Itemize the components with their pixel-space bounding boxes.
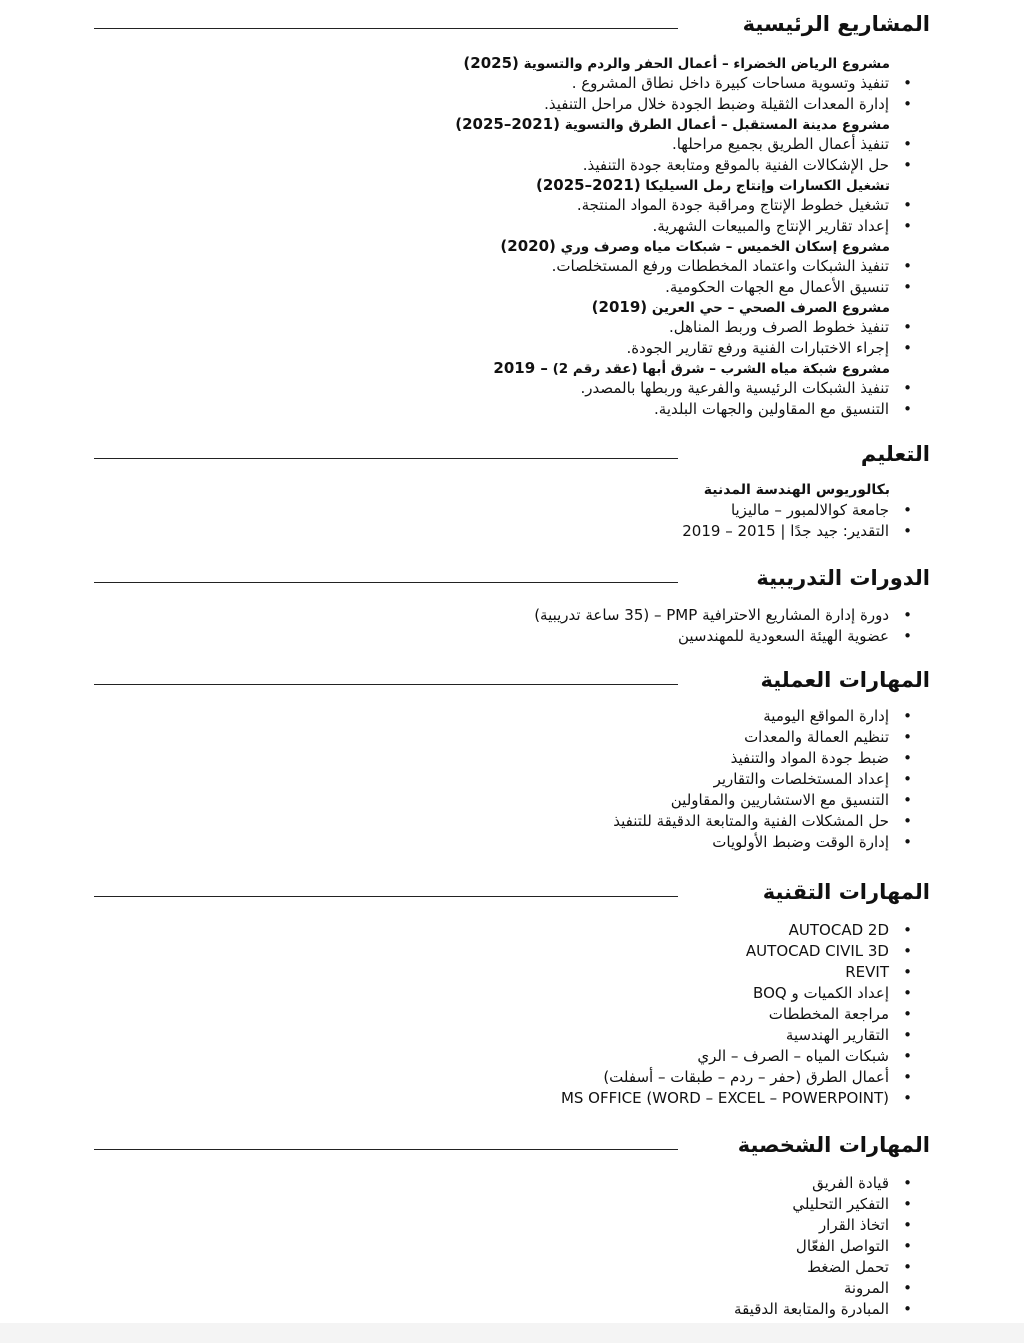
bullet-icon: •	[903, 74, 912, 92]
technical-skill-item: • مراجعة المخططات	[768, 1005, 912, 1023]
bullet-icon: •	[903, 522, 912, 540]
practical-skills-section	[0, 662, 1024, 853]
bullet-icon: •	[903, 1089, 912, 1107]
bullet-icon: •	[903, 1279, 912, 1297]
technical-skill-item: • REVIT	[845, 963, 912, 981]
project-bullet: • تنسيق الأعمال مع الجهات الحكومية.	[665, 278, 912, 296]
projects-title: المشاريع الرئيسية	[742, 12, 930, 36]
bullet-icon: •	[903, 921, 912, 939]
personal-skills-header	[0, 1127, 1024, 1163]
projects-list	[0, 54, 1024, 420]
project-bullet: • تنفيذ خطوط الصرف وربط المناهل.	[669, 318, 912, 336]
project-bullet: • حل الإشكالات الفنية بالموقع ومتابعة جودة التنفيذ.	[582, 156, 912, 174]
practical-skills-title: المهارات العملية	[760, 668, 930, 692]
project-bullet: • تشغيل خطوط الإنتاج ومراقبة جودة المواد المنتجة.	[576, 196, 912, 214]
bullet-icon: •	[903, 400, 912, 418]
project-title	[0, 298, 890, 317]
project-title	[0, 54, 890, 73]
project-years: (2021–2025)	[536, 176, 641, 194]
technical-skill-item: • AUTOCAD CIVIL 3D	[745, 942, 912, 960]
project-title	[0, 359, 890, 378]
project-name: تشغيل الكسارات وإنتاج رمل السيليكا	[645, 178, 890, 194]
personal-skills-section	[0, 1127, 1024, 1320]
bullet-icon: •	[903, 1216, 912, 1234]
technical-skill-item: • التقارير الهندسية	[785, 1026, 912, 1044]
training-list	[0, 605, 1024, 647]
projects-divider	[94, 28, 678, 29]
personal-skills-list	[0, 1173, 1024, 1320]
personal-skill-item: • قيادة الفريق	[812, 1174, 912, 1192]
bullet-icon: •	[903, 1195, 912, 1213]
technical-skill-item: • إعداد الكميات و BOQ	[753, 984, 912, 1002]
project-bullet: • تنفيذ الشبكات الرئيسية والفرعية وربطها بالمصدر.	[580, 379, 912, 397]
technical-skill-item: • MS OFFICE (WORD – EXCEL – POWERPOINT)	[560, 1089, 912, 1107]
personal-skill-item: • التواصل الفعّال	[795, 1237, 912, 1255]
project-item	[0, 359, 1024, 420]
technical-skill-item: • أعمال الطرق (حفر – ردم – طبقات – أسفلت)	[603, 1068, 912, 1086]
bullet-icon: •	[903, 984, 912, 1002]
bullet-icon: •	[903, 812, 912, 830]
bullet-icon: •	[903, 1174, 912, 1192]
education-degree: بكالوريوس الهندسة المدنية	[703, 482, 890, 498]
personal-skills-title: المهارات الشخصية	[737, 1133, 930, 1157]
technical-skills-title: المهارات التقنية	[762, 880, 930, 904]
project-bullet: • التنسيق مع المقاولين والجهات البلدية.	[654, 400, 912, 418]
project-years: (2020)	[500, 237, 556, 255]
bullet-icon: •	[903, 1237, 912, 1255]
training-section	[0, 560, 1024, 647]
technical-skill-item: • AUTOCAD 2D	[788, 921, 912, 939]
bullet-icon: •	[903, 1026, 912, 1044]
project-title	[0, 237, 890, 256]
education-section	[0, 436, 1024, 542]
project-name: مشروع شبكة مياه الشرب – شرق أبها (عقد رقم 2)	[552, 361, 890, 377]
project-item	[0, 54, 1024, 115]
project-bullet: • تنفيذ أعمال الطريق بجميع مراحلها.	[671, 135, 912, 153]
training-divider	[94, 582, 678, 583]
bullet-icon: •	[903, 1047, 912, 1065]
project-name: مشروع الصرف الصحي – حي العرين	[651, 300, 890, 316]
bullet-icon: •	[903, 156, 912, 174]
training-header	[0, 560, 1024, 596]
training-bullet: • دورة إدارة المشاريع الاحترافية PMP – (35 ساعة تدريبية)	[534, 606, 912, 624]
education-bullet: • جامعة كوالالمبور – ماليزيا	[730, 501, 912, 519]
bullet-icon: •	[903, 963, 912, 981]
project-item	[0, 237, 1024, 298]
education-list	[0, 500, 1024, 542]
projects-header	[0, 6, 1024, 42]
personal-skills-divider	[94, 1149, 678, 1150]
bullet-icon: •	[903, 1068, 912, 1086]
bullet-icon: •	[903, 627, 912, 645]
project-bullet: • تنفيذ الشبكات واعتماد المخططات ورفع المستخلصات.	[551, 257, 912, 275]
project-name: مشروع الرياض الخضراء – أعمال الحفر والردم والتسوية	[523, 56, 890, 72]
bullet-icon: •	[903, 1005, 912, 1023]
personal-skill-item: • المبادرة والمتابعة الدقيقة	[734, 1300, 912, 1318]
education-header	[0, 436, 1024, 472]
bullet-icon: •	[903, 749, 912, 767]
project-bullet: • إعداد تقارير الإنتاج والمبيعات الشهرية.	[652, 217, 912, 235]
project-bullet: • تنفيذ وتسوية مساحات كبيرة داخل نطاق المشروع .	[571, 74, 912, 92]
bullet-icon: •	[903, 501, 912, 519]
technical-skills-list	[0, 920, 1024, 1109]
practical-skills-header	[0, 662, 1024, 698]
practical-skills-divider	[94, 684, 678, 685]
personal-skill-item: • تحمل الضغط	[807, 1258, 912, 1276]
project-item	[0, 176, 1024, 237]
bullet-icon: •	[903, 339, 912, 357]
practical-skill-item: • إدارة المواقع اليومية	[763, 707, 912, 725]
projects-section	[0, 6, 1024, 420]
personal-skill-item: • التفكير التحليلي	[792, 1195, 912, 1213]
project-years: (2021–2025)	[455, 115, 560, 133]
technical-skills-section	[0, 874, 1024, 1109]
practical-skill-item: • تنظيم العمالة والمعدات	[744, 728, 912, 746]
technical-skills-header	[0, 874, 1024, 910]
bullet-icon: •	[903, 379, 912, 397]
bullet-icon: •	[903, 318, 912, 336]
personal-skill-item: • المرونة	[843, 1279, 912, 1297]
bullet-icon: •	[903, 728, 912, 746]
bullet-icon: •	[903, 196, 912, 214]
bullet-icon: •	[903, 833, 912, 851]
project-years: (2025)	[463, 54, 519, 72]
project-title	[0, 115, 890, 134]
bullet-icon: •	[903, 1258, 912, 1276]
project-bullet: • إدارة المعدات الثقيلة وضبط الجودة خلال مراحل التنفيذ.	[544, 95, 912, 113]
training-title: الدورات التدريبية	[756, 566, 930, 590]
training-bullet: • عضوية الهيئة السعودية للمهندسين	[677, 627, 912, 645]
practical-skills-list	[0, 706, 1024, 853]
education-title: التعليم	[860, 442, 930, 466]
education-bullet: • التقدير: جيد جدًا | 2015 – 2019	[682, 522, 912, 540]
practical-skill-item: • إدارة الوقت وضبط الأولويات	[712, 833, 912, 851]
practical-skill-item: • ضبط جودة المواد والتنفيذ	[730, 749, 912, 767]
bullet-icon: •	[903, 1300, 912, 1318]
personal-skill-item: • اتخاذ القرار	[818, 1216, 912, 1234]
project-item	[0, 115, 1024, 176]
bullet-icon: •	[903, 257, 912, 275]
technical-skill-item: • شبكات المياه – الصرف – الري	[697, 1047, 912, 1065]
project-name: مشروع مدينة المستقبل – أعمال الطرق والتسوية	[564, 117, 890, 133]
bullet-icon: •	[903, 217, 912, 235]
bullet-icon: •	[903, 770, 912, 788]
bullet-icon: •	[903, 791, 912, 809]
bullet-icon: •	[903, 135, 912, 153]
project-bullet: • إجراء الاختبارات الفنية ورفع تقارير الجودة.	[626, 339, 912, 357]
bullet-icon: •	[903, 95, 912, 113]
bullet-icon: •	[903, 278, 912, 296]
education-divider	[94, 458, 678, 459]
bullet-icon: •	[903, 606, 912, 624]
project-years: – 2019	[493, 359, 548, 377]
project-item	[0, 298, 1024, 359]
page-bottom-strip	[0, 1323, 1024, 1343]
practical-skill-item: • حل المشكلات الفنية والمتابعة الدقيقة للتنفيذ	[613, 812, 912, 830]
project-name: مشروع إسكان الخميس – شبكات مياه وصرف وري	[560, 239, 890, 255]
bullet-icon: •	[903, 942, 912, 960]
technical-skills-divider	[94, 896, 678, 897]
practical-skill-item: • التنسيق مع الاستشاريين والمقاولين	[670, 791, 912, 809]
bullet-icon: •	[903, 707, 912, 725]
project-title	[0, 176, 890, 195]
practical-skill-item: • إعداد المستخلصات والتقارير	[713, 770, 912, 788]
project-years: (2019)	[591, 298, 648, 316]
